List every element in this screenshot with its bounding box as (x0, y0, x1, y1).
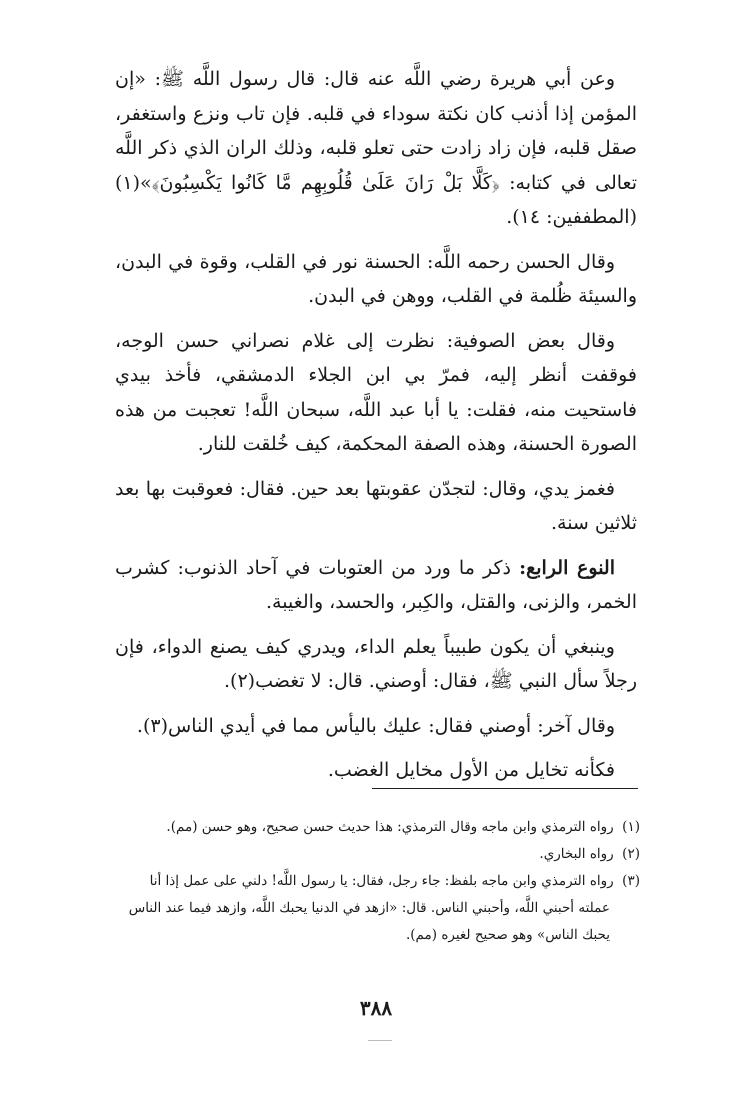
paragraph-physician: وينبغي أن يكون طبيباً يعلم الداء، ويدري كيف يصنع الدواء، فإن رجلاً سأل النبي ﷺ، فقال: أوصني. قال: لا تغضب(٢). (115, 635, 637, 692)
bottom-divider (368, 1040, 392, 1041)
page-number: ٣٨٨ (359, 996, 393, 1020)
main-text (115, 62, 637, 798)
footnote-number: (٣) (622, 873, 640, 889)
fourth-type-text: ذكر ما ورد من العتوبات في آحاد الذنوب: كشرب الخمر، والزنى، والقتل، والكِبر، والحسد، والغيبة. (115, 556, 637, 613)
footnote-3-continued: عملته أحبني اللَّه، وأحبني الناس. قال: «ازهد في الدنيا يحبك اللَّه، وازهد فيما عند الناس (128, 900, 610, 916)
footnote-text: رواه الترمذي وابن ماجه بلفظ: جاء رجل، فقال: يا رسول اللَّه! دلني على عمل إذا أنا (149, 873, 614, 889)
paragraph-hadith-heart: وعن أبي هريرة رضي اللَّه عنه قال: قال رسول اللَّه ﷺ: «إن المؤمن إذا أذنب كان نكتة سوداء في قلبه. فإن تاب ونزع واستغفر، صقل قلبه، فإن زاد زادت حتى تعلو قلبه، وذلك الران الذي ذكر اللَّه تعالى في كتابه: ﴿كَلَّا بَلْ رَانَ عَلَىٰ قُلُوبِهِم مَّا كَانُوا يَكْسِبُونَ﴾»(١) (المطففين: ١٤). (115, 68, 637, 228)
paragraph-sufi-story: وقال بعض الصوفية: نظرت إلى غلام نصراني حسن الوجه، فوقفت أنظر إليه، فمرّ بي ابن الجلاء الدمشقي، فأخذ بيدي فاستحيت منه، فقلت: يا أبا عبد اللَّه، سبحان اللَّه! تعجبت من هذه الصورة الحسنة، وهذه الصفة المحكمة، كيف خُلقت للنار. (115, 329, 637, 455)
paragraph-anger: فكأنه تخايل من الأول مخايل الغضب. (327, 759, 615, 781)
paragraph-another-advice: وقال آخر: أوصني فقال: عليك باليأس مما في أيدي الناس(٣). (136, 714, 615, 737)
paragraph-fourth-type (115, 551, 637, 620)
footnote-2 (115, 841, 640, 868)
footnote-number: (١) (622, 819, 640, 835)
footnotes (115, 814, 640, 949)
footnote-number: (٢) (622, 846, 640, 862)
section-heading: النوع الرابع: (519, 556, 615, 579)
paragraph-punishment: فغمز يدي، وقال: لتجدّن عقوبتها بعد حين. فقال: فعوقبت بها بعد ثلاثين سنة. (115, 477, 637, 534)
footnote-3 (115, 868, 640, 895)
footnote-1 (115, 814, 640, 841)
footnote-text: رواه الترمذي وابن ماجه وقال الترمذي: هذا حديث حسن صحيح، وهو حسن (مم). (166, 819, 614, 835)
footnote-3-end: يحبك الناس» وهو صحيح لغيره (مم). (405, 927, 610, 943)
footnote-text: رواه البخاري. (539, 846, 614, 862)
paragraph-hasan-saying: وقال الحسن رحمه اللَّه: الحسنة نور في القلب، وقوة في البدن، والسيئة ظُلمة في القلب، ووهن في البدن. (115, 250, 637, 307)
footnote-separator (372, 788, 638, 789)
